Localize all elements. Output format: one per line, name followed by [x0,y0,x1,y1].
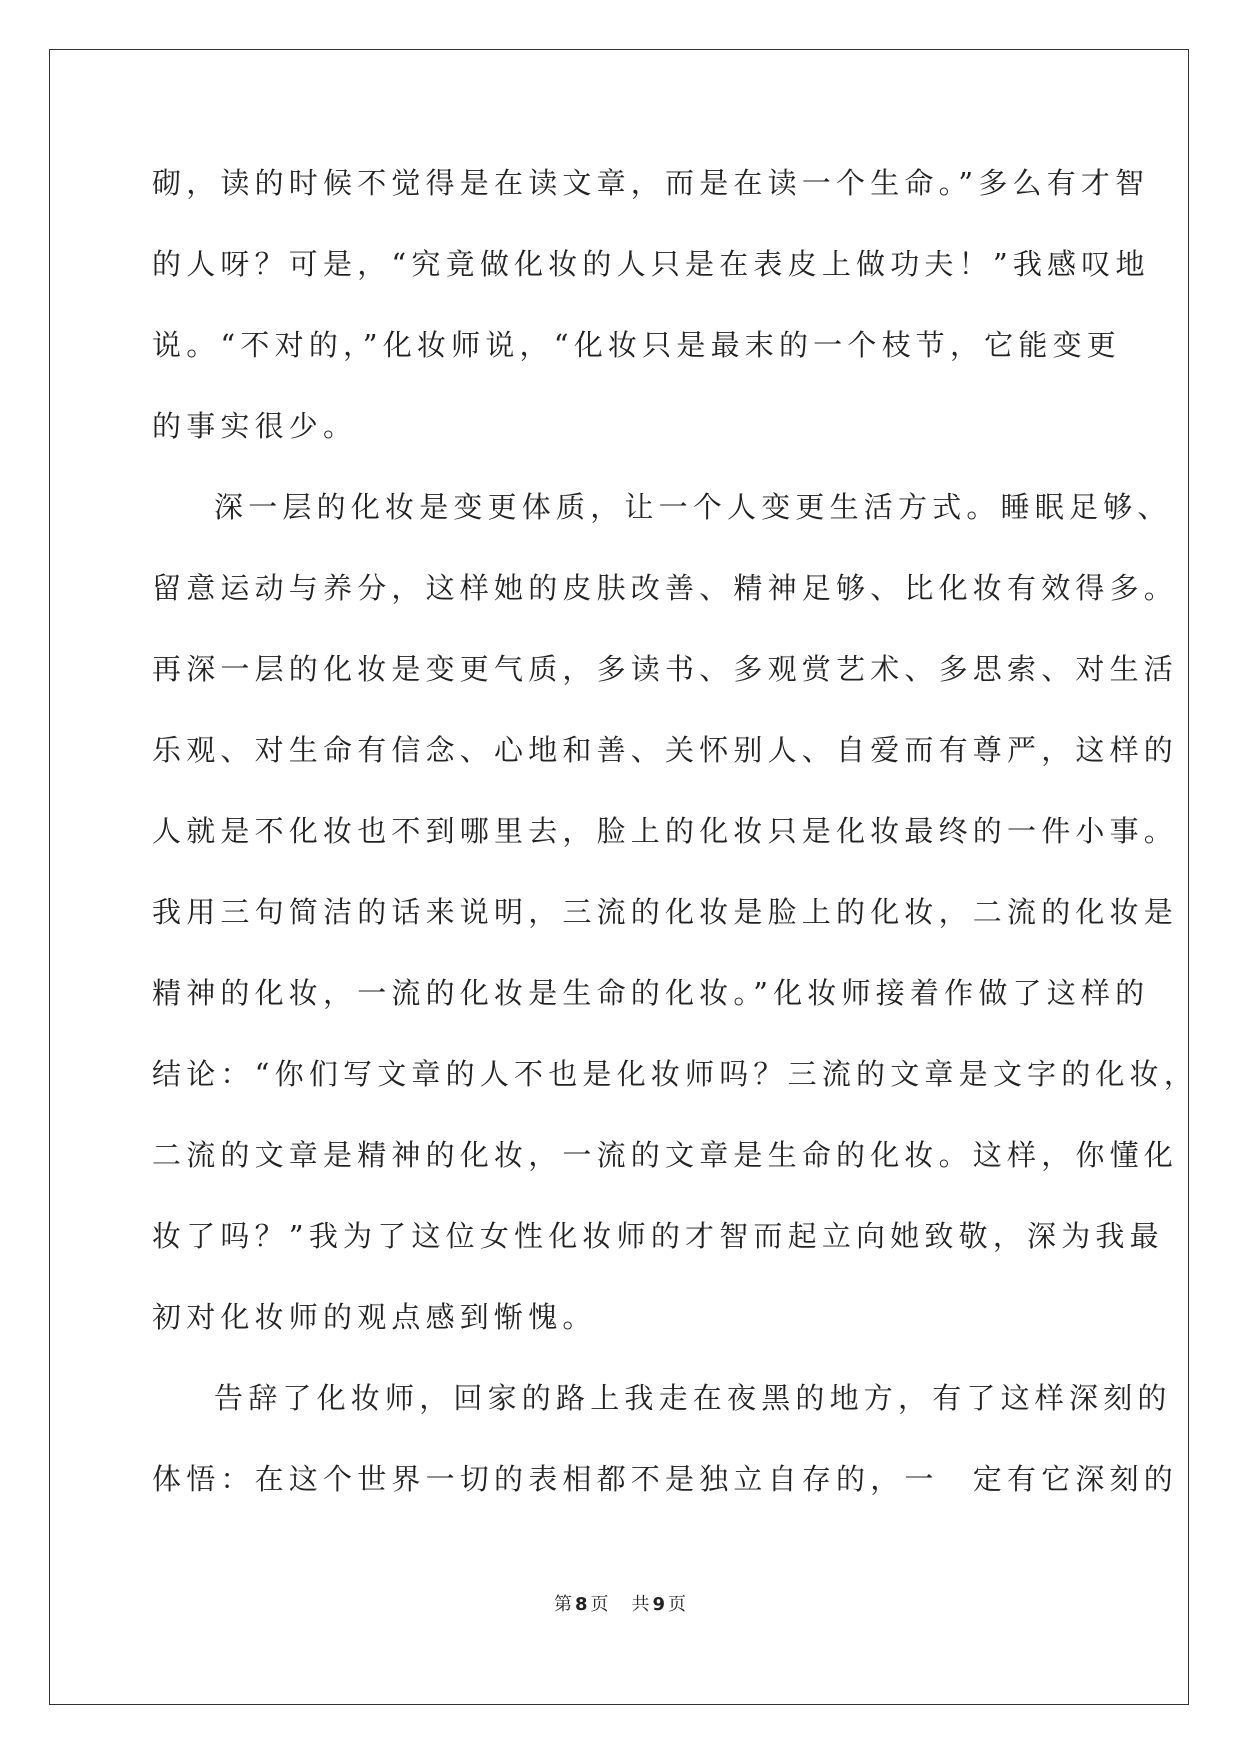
text-line: 说。“不对的，”化妆师说，“化妆只是最末的一个枝节，它能变更 [152,328,1121,362]
text-line: 砌，读的时候不觉得是在读文章，而是在读一个生命。”多么有才智 [152,166,1150,200]
text-line: 乐观、对生命有信念、心地和善、关怀别人、自爱而有尊严，这样的 [152,733,1179,767]
footer-total-unit: 页 [668,1594,688,1615]
text-line: 体悟：在这个世界一切的表相都不是独立自存的，一 定有它深刻的 [152,1462,1179,1496]
text-line: 二流的文章是精神的化妆，一流的文章是生命的化妆。这样，你懂化 [152,1138,1179,1172]
footer-prefix: 第 [553,1594,573,1615]
text-line: 我用三句简洁的话来说明，三流的化妆是脸上的化妆，二流的化妆是 [152,895,1179,929]
footer-total-prefix: 共 [631,1594,651,1615]
page-number-footer [0,1590,1241,1616]
text-line: 再深一层的化妆是变更气质，多读书、多观赏艺术、多思索、对生活 [152,652,1179,686]
footer-page-unit: 页 [590,1594,610,1615]
current-page-number: 8 [574,1594,589,1615]
text-line: 结论：“你们写文章的人不也是化妆师吗？三流的文章是文字的化妆， [152,1057,1199,1091]
text-line: 初对化妆师的观点感到惭愧。 [152,1300,597,1334]
paragraph-first-line: 告辞了化妆师，回家的路上我走在夜黑的地方，有了这样深刻的 [214,1381,1172,1415]
text-line: 精神的化妆，一流的化妆是生命的化妆。”化妆师接着作做了这样的 [152,976,1150,1010]
text-line: 的事实很少。 [152,409,358,443]
text-line: 人就是不化妆也不到哪里去，脸上的化妆只是化妆最终的一件小事。 [152,814,1179,848]
text-line: 留意运动与养分，这样她的皮肤改善、精神足够、比化妆有效得多。 [152,571,1179,605]
paragraph-first-line: 深一层的化妆是变更体质，让一个人变更生活方式。睡眠足够、 [214,490,1172,524]
text-line: 妆了吗？”我为了这位女性化妆师的才智而起立向她致敬，深为我最 [152,1219,1164,1253]
text-line: 的人呀？可是，“究竟做化妆的人只是在表皮上做功夫！”我感叹地 [152,247,1150,281]
document-body [152,158,1199,1535]
total-pages-number: 9 [652,1594,667,1615]
